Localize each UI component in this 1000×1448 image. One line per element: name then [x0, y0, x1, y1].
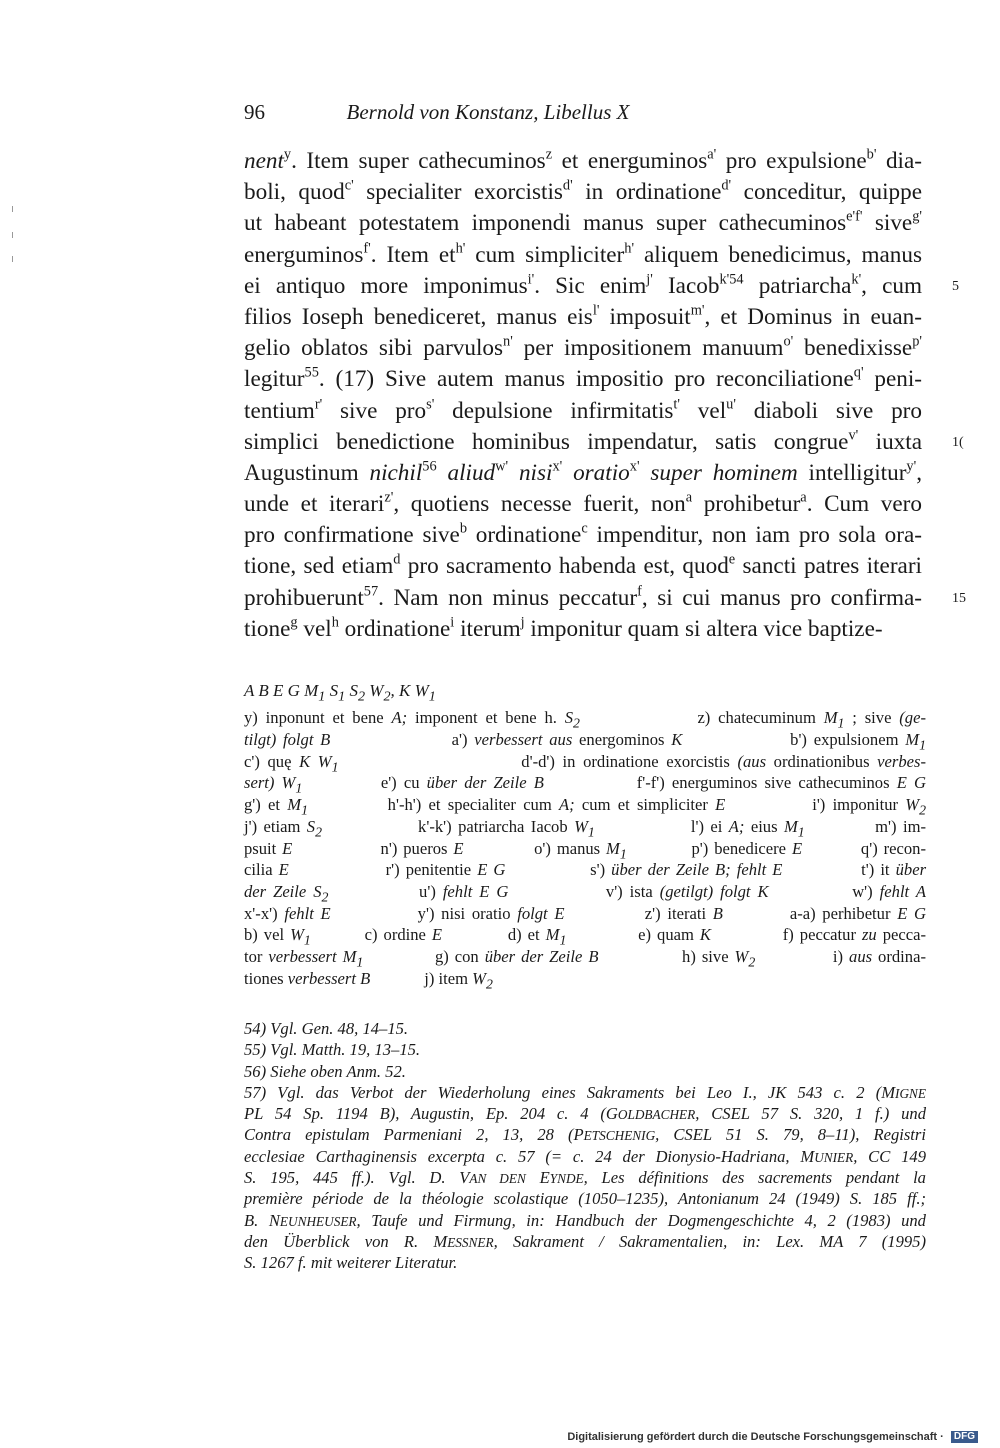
line-number: 15 — [952, 590, 966, 606]
footnote-line: den Überblick von R. MESSNER, Sakrament / Sakramentalien, in: Lex. MA 7 (1995) — [244, 1231, 926, 1251]
sponsor-text: Digitalisierung gefördert durch die Deutsche Forschungsgemeinschaft — [567, 1431, 938, 1443]
text-line: legitur$^{55}$. (17) Sive autem manus impositio pro reconciliatione$^{q'}$ peni- — [244, 364, 922, 393]
running-title: Bernold von Konstanz, Libellus X — [346, 100, 630, 124]
apparatus-line: tor verbessert $M_1$ g) con über der Zeile B h) sive $W_2$ i) aus ordina- — [244, 946, 926, 970]
apparatus-line: j') etiam $S_2$ k'-k') patriarcha Iacob $W_1$ l') ei A; eius $M_1$ m') im- — [244, 816, 927, 840]
apparatus-line: tilgt) folgt B a') verbessert aus energominos K b') expulsionem $M_1$ — [244, 730, 926, 753]
text-line: nent$^y$. Item super cathecuminos$^z$ et energuminos$^{a'}$ pro expulsione$^{b'}$ dia- — [244, 146, 922, 174]
text-line: energuminos$^{f'}$. Item $et^{h'}$ cum simpliciter$^{h'}$ aliquem benedicimus, manus — [244, 240, 922, 268]
footnote-line: première période de la théologie scolastique (1050–1235), Antonianum 24 (1949) S. 185 ff.; — [244, 1189, 926, 1209]
text-line: filios Ioseph benediceret, manus eis$^{l'}$ imposuit$^{m'}$, et Dominus in euan- — [244, 302, 922, 330]
text-line: pro confirmatione sive$^b$ ordinatione$^c$ impenditur, non iam pro sola ora- — [244, 520, 922, 549]
footnote-line: PL 54 Sp. 1194 B), Augustin, Ep. 204 c. 4 (GOLDBACHER, CSEL 57 S. 320, 1 f.) und — [244, 1104, 927, 1124]
footnote-line: S. 195, 445 ff.). Vgl. D. VAN DEN EYNDE, Les définitions des sacrements pendant la — [244, 1168, 926, 1188]
apparatus-line: c') quę K $W_1$ d'-d') in ordinatione exorcistis (aus ordinationibus verbes- — [244, 751, 927, 775]
apparatus-line: g') et $M_1$ h'-h') et specialiter cum A; cum et simpliciter E i') imponitur $W_2$ — [244, 795, 927, 818]
apparatus-line: der Zeile $S_2$ u') fehlt E G v') ista (getilgt) folgt K w') fehlt A — [244, 881, 926, 905]
sponsor-note: Digitalisierung gefördert durch die Deutsche Forschungsgemeinschaft · DFG — [567, 1431, 978, 1443]
text-line: tione$^g$ vel$^h$ ordinatione$^i$ iterum$^j$ imponitur quam si altera vice baptize- — [244, 614, 883, 642]
footnote-line: 55) Vgl. Matth. 19, 13–15. — [244, 1040, 421, 1060]
apparatus-line: sert) $W_1$ e') cu über der Zeile B f'-f') energuminos sive cathecuminos E G — [244, 773, 926, 796]
line-number: 5 — [952, 278, 959, 294]
text-line: gelio oblatos sibi parvulos$^{n'}$ per impositionem manuum$^{o'}$ benedixisse$^{p'}$ — [244, 333, 922, 362]
text-line: prohibuerunt$^{57}$. Nam non minus peccatur$^f$, si cui manus pro confirma- 15 — [244, 583, 922, 614]
line-number: 1( — [952, 434, 964, 450]
text-line: tentium$^{r'}$ sive pro$^{s'}$ depulsione infirmitatis$^{t'}$ vel$^{u'}$ diaboli sive pro — [244, 396, 922, 424]
critical-apparatus — [244, 680, 926, 989]
apparatus-line: tiones verbessert B j) item $W_2$ — [244, 968, 493, 991]
apparatus-line: x'-x') fehlt E y') nisi oratio folgt E z') iterati B a-a) perhibetur E G — [244, 903, 926, 923]
footnote-line: B. NEUNHEUSER, Taufe und Firmung, in: Handbuch der Dogmengeschichte 4, 2 (1983) und — [244, 1210, 926, 1230]
text-line: unde et iterari$^{z'}$, quotiens necesse fuerit, non$^a$ prohibetur$^a$. Cum vero — [244, 489, 922, 518]
text-line: ei antiquo more imponimus$^{i'}$. Sic enim$^{j'}$ Iacob$^{k'54}$ patriarcha$^{k'}$, cum 5 — [244, 271, 922, 302]
text-line: Augustinum nichil$^{56}$ aliud$^{w'}$ nisi$^{x'}$ oratio$^{x'}$ super hominem intelligitur$^{y'}$, — [244, 458, 922, 486]
manuscript-sigla: A B E G $M_1$ $S_1$ $S_2$ $W_2$, K $W_1$ — [244, 681, 436, 705]
text-line: simplici benedictione hominibus impendatur, satis congrue$^{v'}$ iuxta 1( — [244, 427, 922, 458]
dfg-logo: DFG — [951, 1431, 978, 1443]
apparatus-line: y) inponunt et bene A; imponent et bene h. $S_2$ z) chatecuminum $M_1$ ; sive (ge- — [244, 708, 926, 731]
main-text — [244, 146, 966, 645]
text-line: ut habeant potestatem imponendi manus super cathecuminos$^{e'f'}$ sive$^{g'}$ — [244, 209, 923, 237]
text-line: tione, sed etiam$^d$ pro sacramento habenda est, quod$^e$ sancti patres iterari — [244, 552, 922, 580]
apparatus-line: b) vel $W_1$ c) ordine E d) et $M_1$ e) quam K f) peccatur zu pecca- — [244, 925, 927, 948]
page-number: 96 — [244, 100, 265, 124]
footnote-line: Contra epistulam Parmeniani 2, 13, 28 (PETSCHENIG, CSEL 51 S. 79, 8–11), Registri — [244, 1125, 926, 1145]
footnote-line: ecclesiae Carthaginensis excerpta c. 57 (= c. 24 der Dionysio-Hadriana, MUNIER, CC 149 — [244, 1146, 926, 1166]
footnotes — [244, 1018, 926, 1274]
margin-marks — [12, 206, 16, 266]
text-line: boli, quod$^{c'}$ specialiter exorcistis$^{d'}$ in ordinatione$^{d'}$ conceditur, quippe — [244, 177, 922, 206]
apparatus-line: psuit E n') pueros E o') manus $M_1$ p') benedicere E q') recon- — [244, 838, 926, 861]
footnote-line: 57) Vgl. das Verbot der Wiederholung eines Sakraments bei Leo I., JK 543 c. 2 (MIGNE — [244, 1082, 926, 1102]
footnote-line: 56) Siehe oben Anm. 52. — [244, 1061, 406, 1081]
page-header — [244, 100, 712, 130]
footnote-line: 54) Vgl. Gen. 48, 14–15. — [244, 1019, 409, 1038]
apparatus-line: cilia E r') penitentie E G s') über der Zeile B; fehlt E t') it über — [244, 860, 927, 880]
footnote-line: S. 1267 f. mit weiterer Literatur. — [244, 1253, 458, 1273]
